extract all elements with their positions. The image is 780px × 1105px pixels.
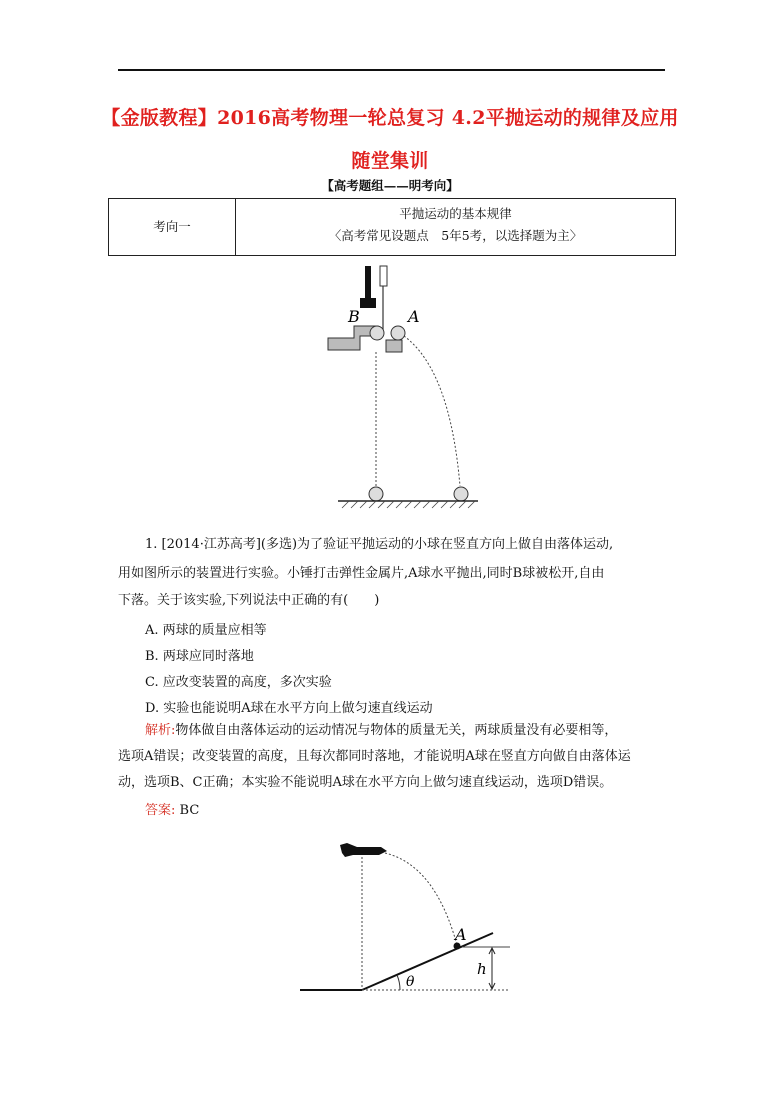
ball-A-landed [454, 487, 468, 501]
projectile-path [404, 336, 460, 486]
answer-label: 答案: [145, 803, 176, 818]
label-A: A [408, 307, 420, 326]
incline-projectile-figure [295, 835, 520, 1000]
label-h: h [477, 960, 487, 978]
option-d: D. 实验也能说明A球在水平方向上做匀速直线运动 [145, 701, 433, 716]
option-c: C. 应改变装置的高度，多次实验 [145, 675, 332, 690]
analysis-line-1 [145, 720, 617, 742]
topic-label-cell [109, 199, 236, 256]
incline-surface [362, 933, 493, 990]
topic-table [108, 198, 676, 256]
header-rule [118, 69, 665, 71]
drop-trajectory [385, 853, 457, 945]
analysis-line-3: 动，选项B、C正确；本实验不能说明A球在水平方向上做匀速直线运动，选项D错误。 [118, 775, 613, 790]
question-line-3: 下落。关于该实验,下列说法中正确的有( ) [118, 593, 380, 608]
topic-label: 考向一 [153, 219, 191, 234]
label-B: B [348, 307, 360, 326]
hammer-handle [365, 266, 371, 302]
ball-A [391, 326, 405, 340]
analysis-line-2: 选项A错误；改变装置的高度，且每次都同时落地，才能说明A球在竖直方向做自由落体运 [118, 749, 631, 764]
topic-content-cell [236, 199, 676, 256]
ball-B-landed [369, 487, 383, 501]
hammer-head [360, 298, 376, 308]
option-b: B. 两球应同时落地 [145, 649, 254, 664]
section-heading: 【高考题组——明考向】 [321, 178, 459, 193]
document-title: 【金版教程】2016高考物理一轮总复习 4.2平抛运动的规律及应用 [101, 107, 679, 129]
answer-value: BC [179, 803, 200, 818]
experiment-apparatus-figure [320, 260, 490, 510]
analysis-label: 解析: [145, 723, 176, 738]
label-theta: θ [406, 974, 415, 990]
right-bracket [386, 340, 402, 352]
question-line-1: 1. [2014·江苏高考](多选)为了验证平抛运动的小球在竖直方向上做自由落体运动, [145, 537, 614, 552]
question-line-2: 用如图所示的装置进行实验。小锤打击弹性金属片,A球水平抛出,同时B球被松开,自由 [118, 566, 605, 581]
aircraft-icon [340, 843, 387, 857]
answer-line [145, 800, 199, 822]
ground-hatching [342, 501, 475, 508]
analysis-text-1: 物体做自由落体运动的运动情况与物体的质量无关，两球质量没有必要相等， [175, 723, 618, 738]
ball-B [370, 326, 384, 340]
metal-strip-top [380, 266, 387, 286]
angle-arc [397, 975, 400, 990]
topic-title: 平抛运动的基本规律 [399, 206, 512, 221]
option-a: A. 两球的质量应相等 [145, 623, 267, 638]
document-subtitle: 随堂集训 [351, 150, 429, 172]
topic-note: 〈高考常见设题点 5年5考，以选择题为主〉 [328, 228, 583, 243]
label-A-2: A [455, 925, 467, 944]
